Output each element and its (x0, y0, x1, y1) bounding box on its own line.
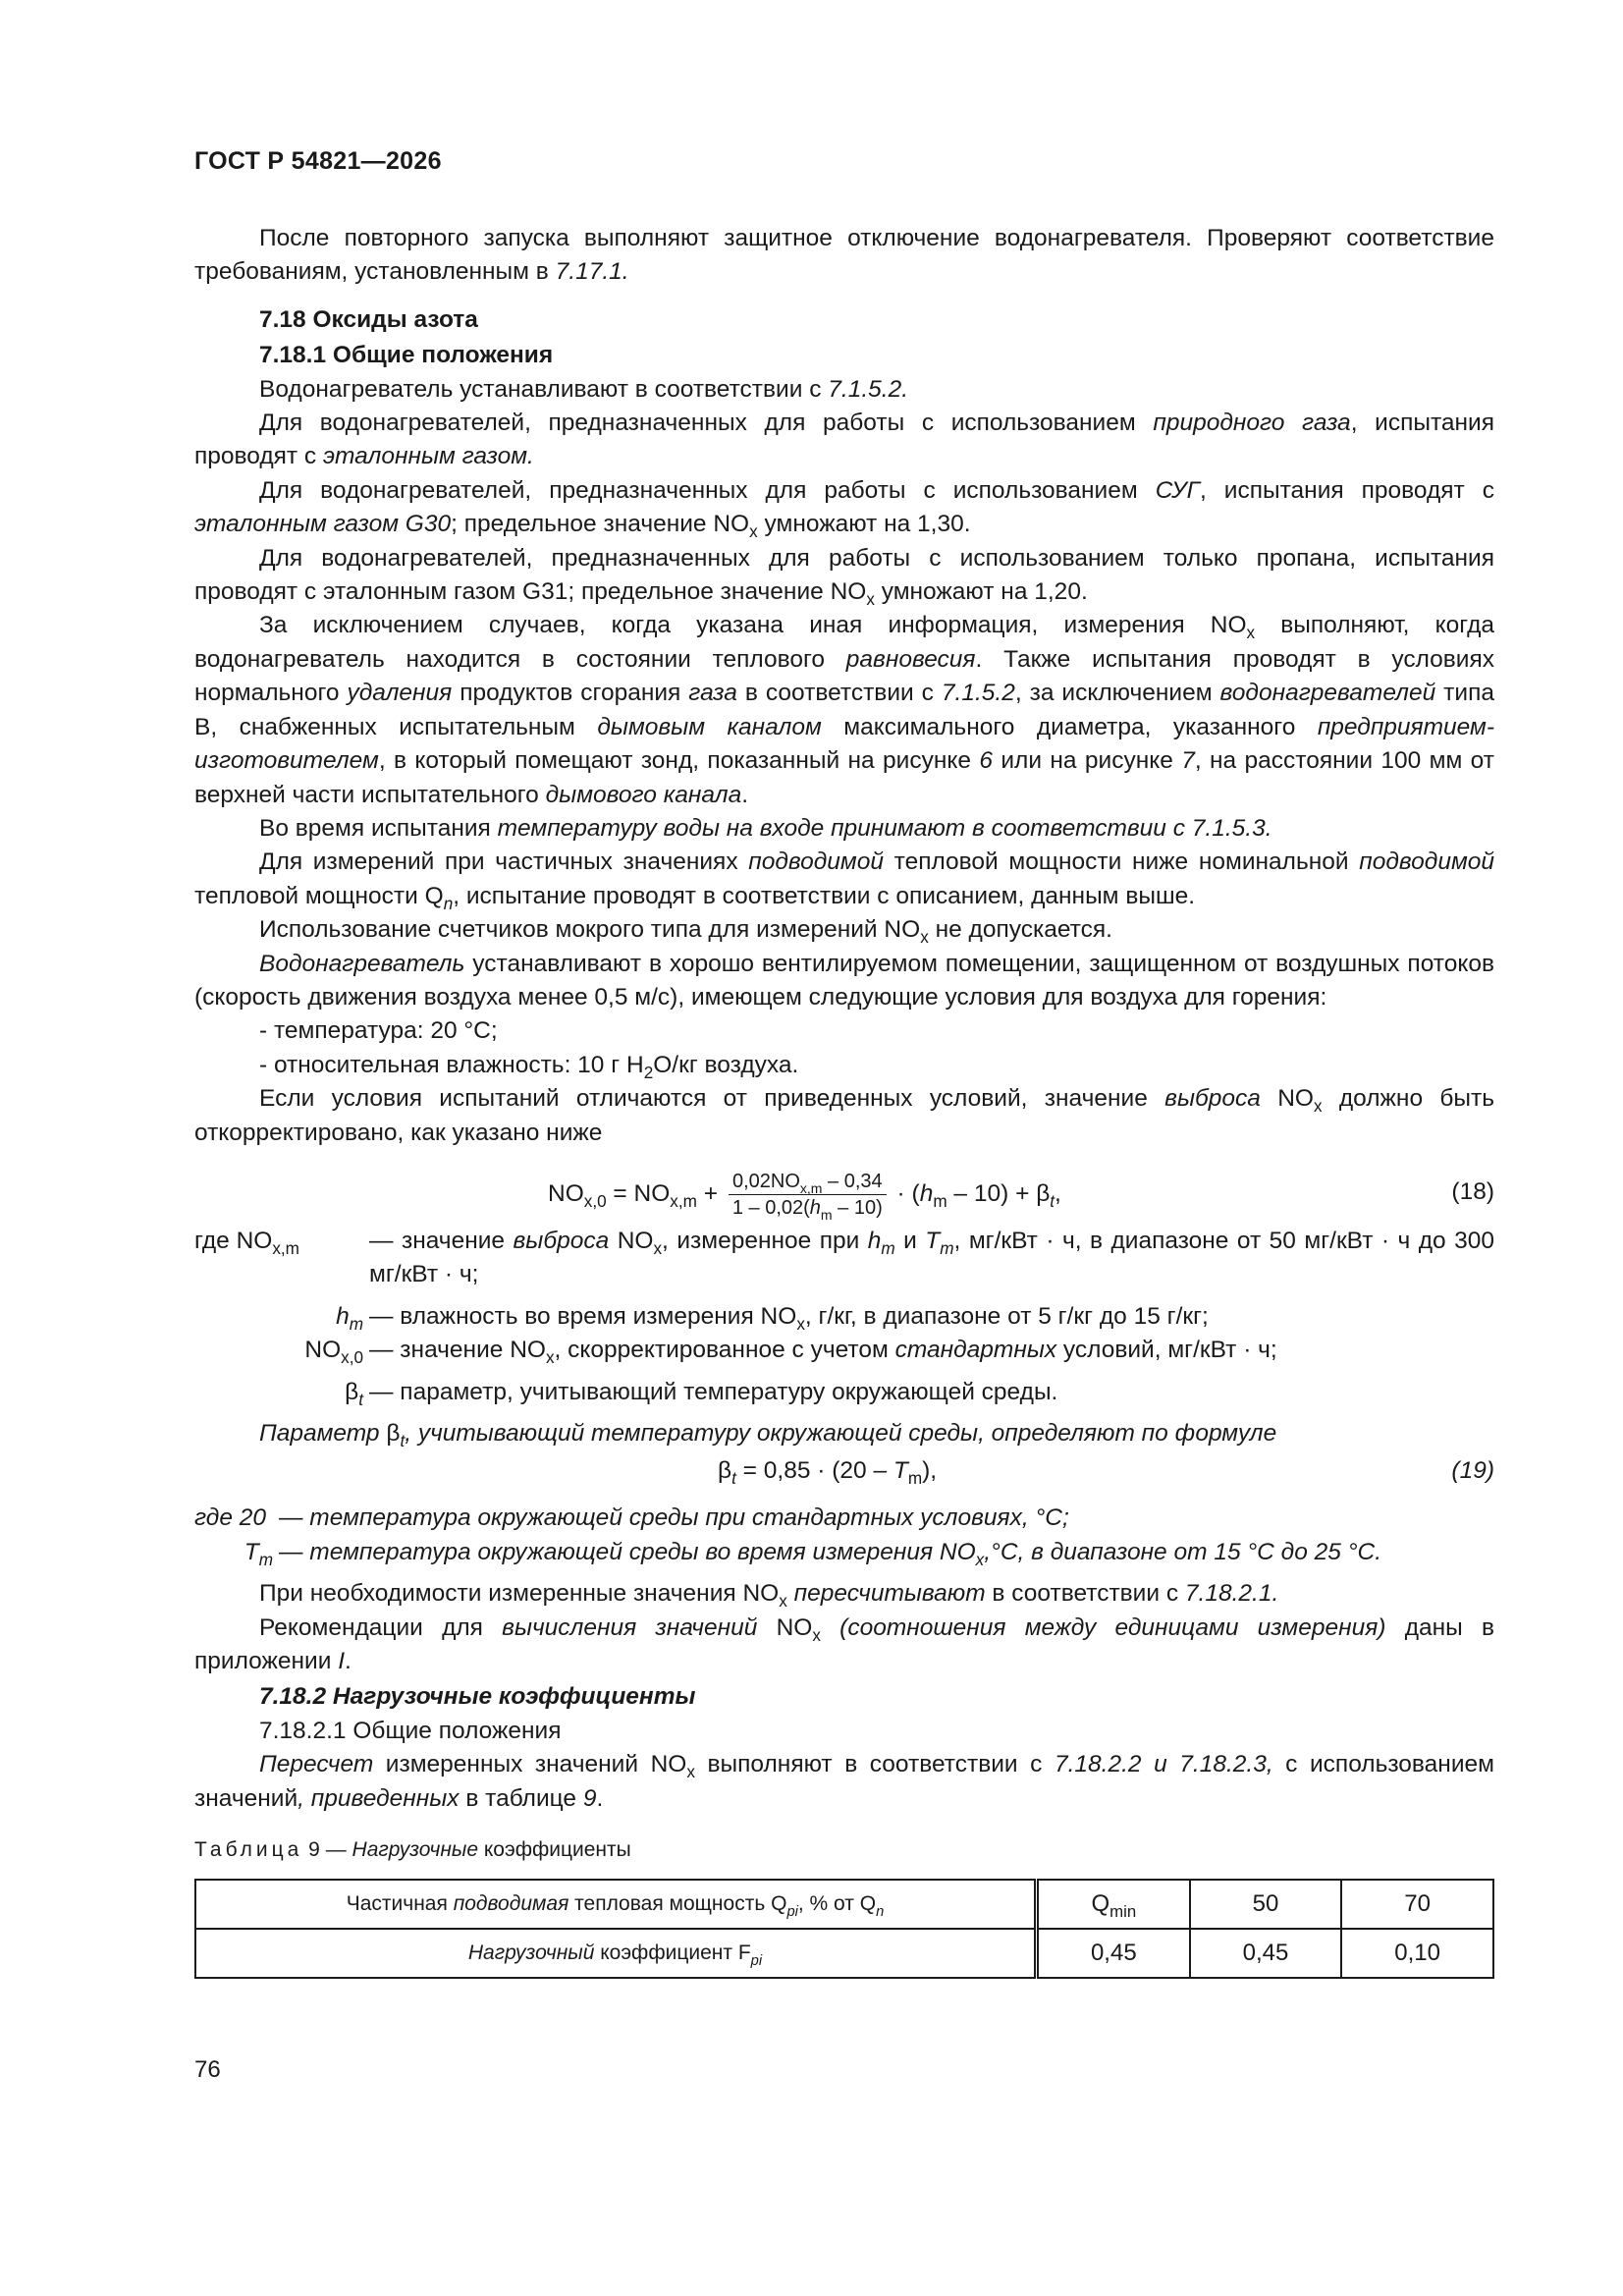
document-body (194, 222, 1494, 1979)
formula-18 (194, 1154, 1494, 1223)
paragraph: Использование счетчиков мокрого типа для измерений $NO_x$ не допускается. (259, 916, 1112, 948)
paragraph: Для водонагревателей, предназначенных для работы с использованием СУГ, испытания проводят с эталонным газом G30; предельное значение $NO_x$ умножают на 1,30. (194, 476, 1494, 542)
formula-19 (194, 1450, 1494, 1494)
table-row (195, 1880, 1493, 1929)
formula-18-fraction: $\frac{0,02NO_{x,m} - 0,34}{1 - 0,02(h_m - 10)}$ (729, 1169, 887, 1221)
where-row: $h_m$ — влажность во время измерения $NO_x$, г/кг, в диапазоне от 5 г/кг до 15 г/кг; (336, 1302, 1209, 1334)
paragraph: Параметр $\beta_t$, учитывающий температуру окружающей среды, определяют по формуле (259, 1420, 1277, 1450)
section-heading-7-18: 7.18 Оксиды азота (259, 305, 478, 333)
section-heading-7-18-1: 7.18.1 Общие положения (259, 342, 554, 369)
paragraph: Для водонагревателей, предназначенных для работы с использованием природного газа, испытания проводят с эталонным газом. (194, 410, 1494, 470)
paragraph: Если условия испытаний отличаются от приведенных условий, значение выброса $NO_x$ должно быть откорректировано, как указано ниже (194, 1085, 1495, 1146)
document-header: ГОСТ Р 54821—2026 (194, 147, 442, 175)
table-cell: 0,10 (1341, 1929, 1493, 1978)
table-cell: 70 (1341, 1880, 1493, 1929)
where-row: где $NO_{x,m}$ — значение выброса $NO_x$, измеренное при $h_m$ и $T_m$, мг/кВт · ч, в диапазоне от 50 мг/кВт · ч до 300 мг/кВт · ч; (194, 1227, 1494, 1288)
formula-19-expression: $\beta_t = 0,85 \cdot (20 - T_m)$, (718, 1457, 938, 1489)
table-row (195, 1929, 1493, 1978)
table-caption: Таблица 9 — Нагрузочные коэффициенты (194, 1838, 631, 1862)
paragraph: Для измерений при частичных значениях подводимой тепловой мощности ниже номинальной подводимой тепловой мощности $Q_n$, испытание проводят в соответствии с описанием, данным выше. (194, 848, 1494, 913)
paragraph: За исключением случаев, когда указана иная информация, измерения $NO_x$ выполняют, когда водонагреватель находится в состоянии теплового равновесия. Также испытания проводят в условиях нормального удаления продуктов сгорания газа в соответствии с 7.1.5.2, за исключением водонагревателей типа B, снабженных испытательным дымовым каналом максимального диаметра, указанного предприятием-изготовителем, в который помещают зонд, показанный на рисунке 6 или на рисунке 7, на расстоянии 100 мм от верхней части испытательного дымового канала. (194, 612, 1494, 808)
formula-number: (18) (1451, 1177, 1494, 1205)
paragraph-intro: После повторного запуска выполняют защитное отключение водонагревателя. Проверяют соответствие требованиям, установленным в 7.17.1. (194, 225, 1494, 286)
paragraph: Водонагреватель устанавливают в соответствии с 7.1.5.2. (259, 375, 909, 403)
where-row: $\beta_t$ — параметр, учитывающий температуру окружающей среды. (345, 1378, 1058, 1409)
paragraph: Для водонагревателей, предназначенных для работы с использованием только пропана, испытания проводят с эталонным газом G31; предельное значение $NO_x$ умножают на 1,20. (194, 544, 1494, 610)
table-cell: 0,45 (1190, 1929, 1342, 1978)
where-row: $NO_{x,0}$ — значение $NO_x$, скорректированное с учетом стандартных условий, мг/кВт · ч; (304, 1337, 1277, 1368)
section-heading-7-18-2: 7.18.2 Нагрузочные коэффициенты (259, 1683, 696, 1711)
page-number: 76 (194, 2056, 221, 2083)
formula-18-expression: $NO_{x,0} = NO_{x,m}$ + $\frac{0,02NO_{x,m} - 0,34}{1 - 0,02(h_m - 10)}$ · $(h_m - 10) + \beta_t$, (548, 1170, 1061, 1223)
paragraph: Водонагреватель устанавливают в хорошо вентилируемом помещении, защищенном от воздушных потоков (скорость движения воздуха менее 0,5 м/с), имеющем следующие условия для воздуха для горения: (194, 950, 1494, 1011)
table-cell: $Q_{min}$ (1036, 1880, 1189, 1929)
where-row: $T_m$ — температура окружающей среды во время измерения $NO_x,^\circ С$, в диапазоне от 15 °С до 25 °С. (243, 1538, 1382, 1569)
list-item: - температура: 20 °С; (259, 1017, 498, 1045)
paragraph: Пересчет измеренных значений $NO_x$ выполняют в соответствии с 7.18.2.2 и 7.18.2.3, с использованием значений, приведенных в таблице 9. (194, 1751, 1494, 1812)
table-cell: 0,45 (1036, 1929, 1189, 1978)
table-cell: Частичная подводимая тепловая мощность $Q_{pi}$, % от $Q_n$ (195, 1880, 1036, 1929)
table-cell: Нагрузочный коэффициент $F_{pi}$ (195, 1929, 1036, 1978)
table-cell: 50 (1190, 1880, 1342, 1929)
section-heading-7-18-2-1: 7.18.2.1 Общие положения (259, 1717, 562, 1744)
paragraph: Рекомендации для вычисления значений $NO_x$ (соотношения между единицами измерения) даны в приложении I. (194, 1613, 1495, 1675)
paragraph: При необходимости измеренные значения $NO_x$ пересчитывают в соответствии с 7.18.2.1. (259, 1580, 1279, 1612)
where-row: где 20 — температура окружающей среды при стандартных условиях, °С; (194, 1504, 1069, 1532)
paragraph: Во время испытания температуру воды на входе принимают в соответствии с 7.1.5.3. (259, 814, 1272, 842)
table-9 (194, 1879, 1494, 1979)
formula-number: (19) (1451, 1457, 1494, 1485)
list-item: - относительная влажность: 10 г $H_2O/кг$ воздуха. (259, 1051, 799, 1082)
